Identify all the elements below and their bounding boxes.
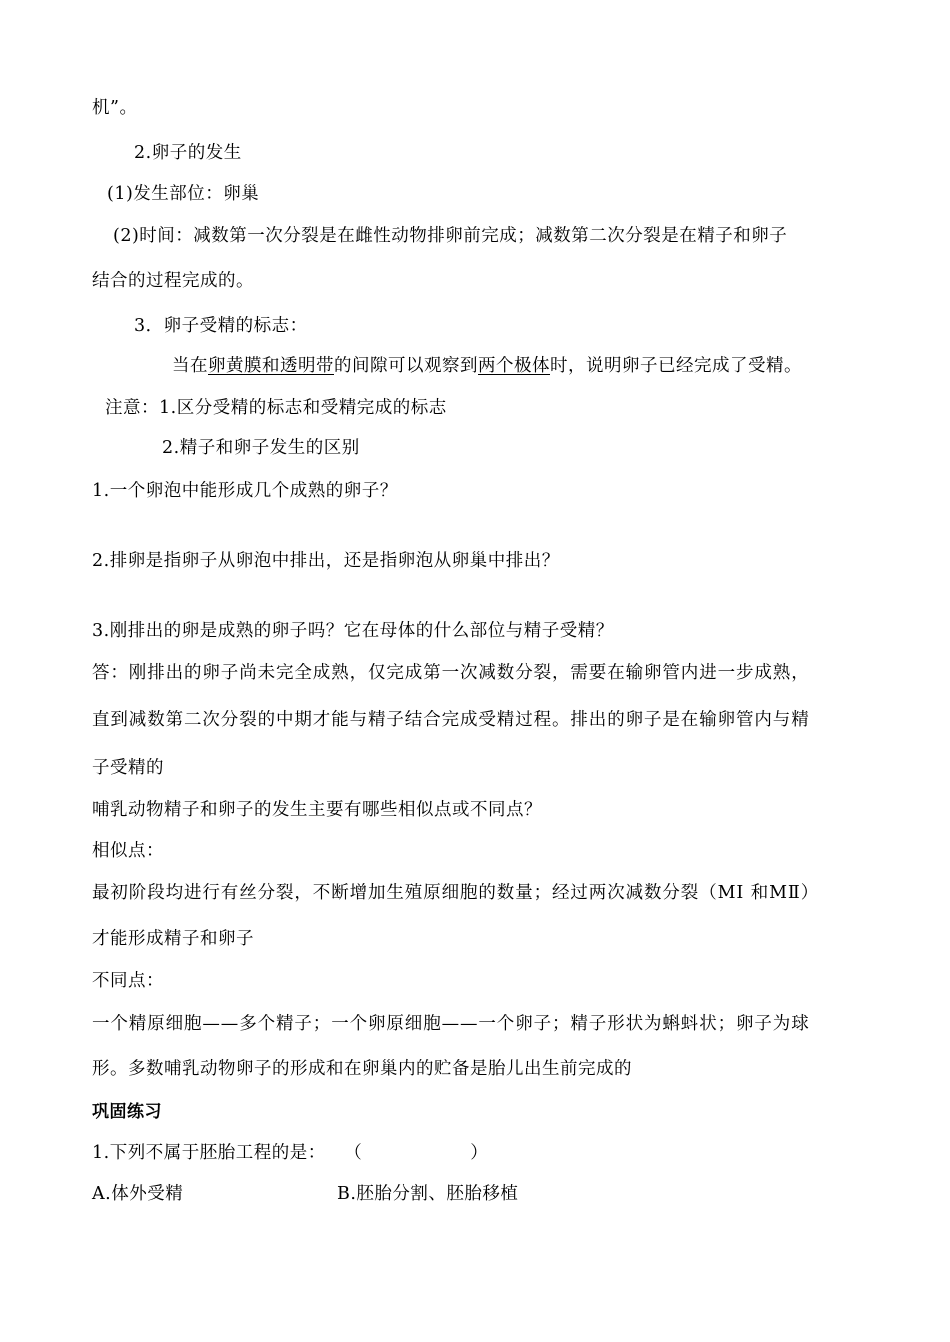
text-line [172, 355, 802, 377]
text-line: 结合的过程完成的。 [92, 271, 254, 291]
question-line: 2.排卵是指卵子从卵泡中排出，还是指卵泡从卵巢中排出？ [92, 551, 560, 571]
text-line: 一个精原细胞——多个精子；一个卵原细胞——一个卵子；精子形状为蝌蚪状；卵子为球 [92, 1014, 810, 1034]
note-line: 注意：1.区分受精的标志和受精完成的标志 [105, 398, 447, 418]
option-b: B.胚胎分割、胚胎移植 [337, 1184, 519, 1204]
text-segment: 时，说明卵子已经完成了受精。 [550, 356, 802, 376]
exercise-question: 1.下列不属于胚胎工程的是： （ ） [92, 1143, 489, 1163]
text-line: 机”。 [92, 98, 138, 118]
text-line: 相似点： [92, 841, 164, 861]
text-line: 最初阶段均进行有丝分裂，不断增加生殖原细胞的数量；经过两次减数分裂（MⅠ 和MⅡ） [92, 883, 820, 903]
answer-line: 答：刚排出的卵子尚未完全成熟，仅完成第一次减数分裂，需要在输卵管内进一步成熟， [92, 663, 810, 683]
question-line: 3.刚排出的卵是成熟的卵子吗？它在母体的什么部位与精子受精？ [92, 621, 614, 641]
text-line: 不同点： [92, 971, 164, 991]
text-segment: 当在 [172, 356, 208, 376]
text-line: 形。多数哺乳动物卵子的形成和在卵巢内的贮备是胎儿出生前完成的 [92, 1059, 632, 1079]
section-heading-egg-development: 2.卵子的发生 [134, 143, 242, 163]
text-line: 才能形成精子和卵子 [92, 929, 254, 949]
text-segment: 的间隙可以观察到 [334, 356, 478, 376]
answer-line: 子受精的 [92, 758, 164, 778]
underlined-term: 卵黄膜和透明带 [208, 356, 334, 376]
question-line: 1.一个卵泡中能形成几个成熟的卵子？ [92, 481, 398, 501]
option-a: A.体外受精 [92, 1184, 184, 1204]
text-line: (2)时间：减数第一次分裂是在雌性动物排卵前完成；减数第二次分裂是在精子和卵子 [113, 226, 788, 246]
section-heading-fertilization-sign: 3．卵子受精的标志： [134, 316, 308, 336]
question-line: 哺乳动物精子和卵子的发生主要有哪些相似点或不同点？ [92, 800, 542, 820]
text-line: (1)发生部位：卵巢 [107, 184, 260, 204]
section-heading-practice: 巩固练习 [92, 1102, 162, 1122]
answer-line: 直到减数第二次分裂的中期才能与精子结合完成受精过程。排出的卵子是在输卵管内与精 [92, 710, 810, 730]
note-line: 2.精子和卵子发生的区别 [162, 438, 360, 458]
underlined-term: 两个极体 [478, 356, 550, 376]
